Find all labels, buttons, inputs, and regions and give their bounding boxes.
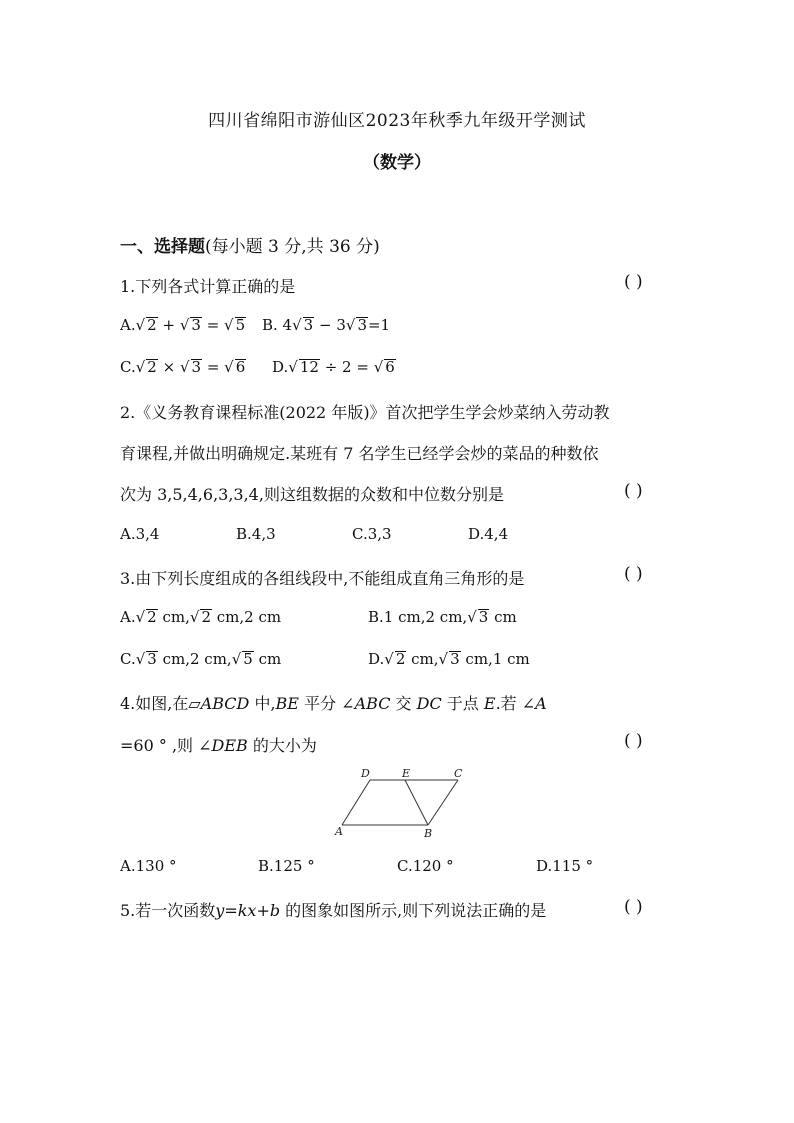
label-point-d: D: [361, 767, 370, 780]
q4-option-a: A.130 °: [120, 857, 177, 875]
label-point-a: A: [335, 825, 343, 838]
q2-answer-paren: ( ): [624, 481, 643, 501]
section-note: (每小题 3 分,共 36 分): [205, 237, 380, 257]
q2-option-a: A.3,4: [120, 525, 160, 543]
q3-option-d: D.√ 2 cm,√ 3 cm,1 cm: [368, 650, 530, 668]
q4-option-b: B.125 °: [258, 857, 315, 875]
label-point-c: C: [454, 767, 463, 780]
q1-stem: 1.下列各式计算正确的是: [120, 277, 296, 296]
q1-option-d: D.√ 12 ÷ 2 = √ 6: [272, 358, 395, 376]
q5-stem: 5.若一次函数y=kx+b 的图象如图所示,则下列说法正确的是: [120, 901, 547, 920]
q2-option-b: B.4,3: [236, 525, 276, 543]
page-subtitle: （数学）: [363, 153, 431, 173]
q3-option-b: B.1 cm,2 cm,√ 3 cm: [368, 608, 517, 626]
page-title: 四川省绵阳市游仙区2023年秋季九年级开学测试: [208, 111, 586, 131]
q2-option-d: D.4,4: [468, 525, 509, 543]
q5-answer-paren: ( ): [624, 897, 643, 917]
q3-option-c: C.√ 3 cm,2 cm,√ 5 cm: [120, 650, 282, 668]
q4-answer-paren: ( ): [624, 731, 643, 751]
q4-option-d: D.115 °: [536, 857, 594, 875]
label-point-b: B: [424, 827, 433, 840]
q2-line-2: 育课程,并做出明确规定.某班有 7 名学生已经学会炒的菜品的种数依: [120, 444, 599, 463]
label-point-e: E: [402, 767, 411, 780]
q2-line-1: 2.《义务教育课程标准(2022 年版)》首次把学生学会炒菜纳入劳动教: [120, 403, 610, 422]
parallelogram-figure: [330, 762, 470, 842]
segment-bc: [428, 780, 458, 825]
q2-option-c: C.3,3: [352, 525, 392, 543]
section-title: 一、选择题: [120, 237, 205, 257]
q4-option-c: C.120 °: [397, 857, 454, 875]
segment-be: [405, 780, 428, 825]
q1-option-a: A.√ 2 + √ 3 = √ 5: [120, 316, 246, 334]
q1-answer-paren: ( ): [624, 272, 643, 292]
q3-answer-paren: ( ): [624, 564, 643, 584]
q1-option-b: B. 4√ 3 − 3√ 3=1: [262, 316, 391, 334]
q2-line-3: 次为 3,5,4,6,3,3,4,则这组数据的众数和中位数分别是: [120, 485, 504, 504]
q3-option-a: A.√ 2 cm,√ 2 cm,2 cm: [120, 608, 282, 626]
q1-option-c: C.√ 2 × √ 3 = √ 6: [120, 358, 246, 376]
q3-stem: 3.由下列长度组成的各组线段中,不能组成直角三角形的是: [120, 569, 525, 588]
segment-da: [342, 780, 370, 825]
q4-line-2: =60 ° ,则 ∠DEB 的大小为: [120, 736, 317, 755]
section-heading: [120, 232, 380, 257]
q4-line-1: 4.如图,在▱ABCD 中,BE 平分 ∠ABC 交 DC 于点 E.若 ∠A: [120, 694, 547, 713]
